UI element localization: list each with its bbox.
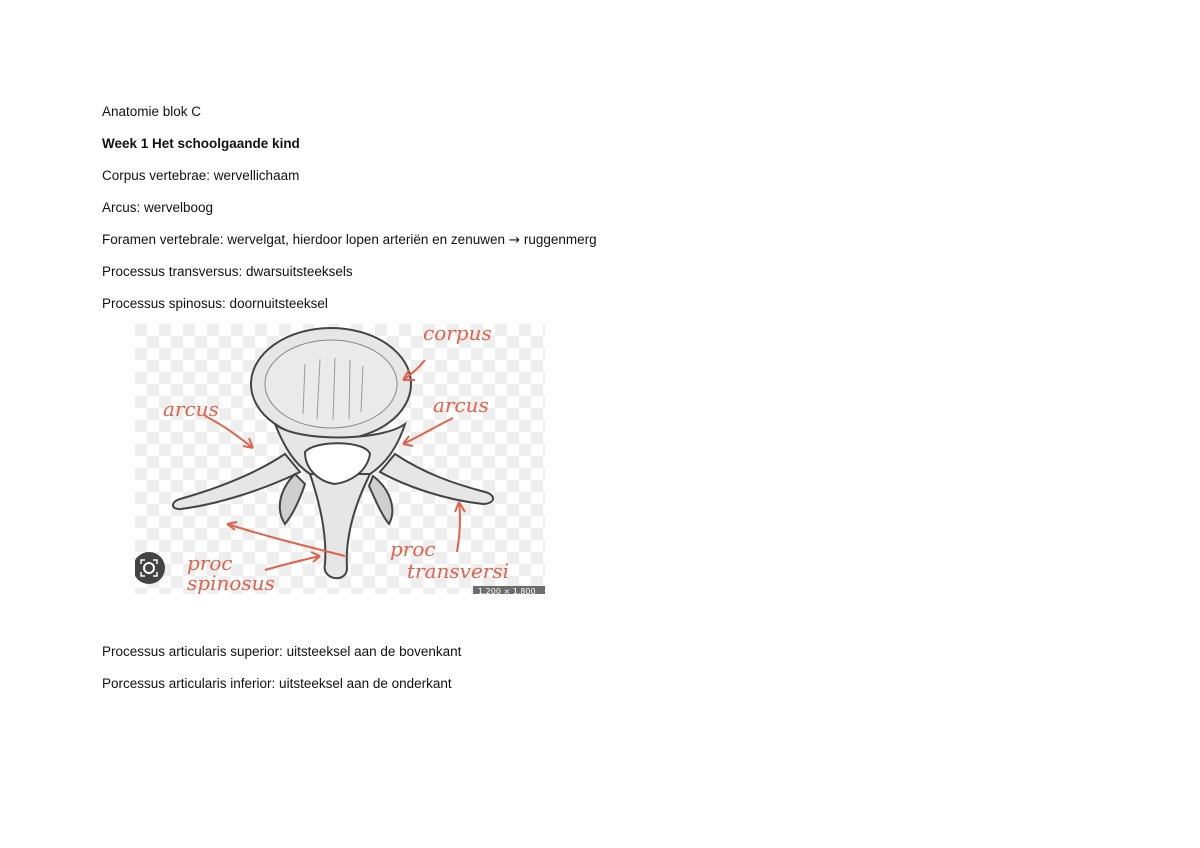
image-size-text: 1,200 × 1,800 (478, 587, 536, 594)
vertebra-illustration (135, 324, 545, 594)
week-heading: Week 1 Het schoolgaande kind (102, 136, 300, 151)
foramen-result: ruggenmerg (523, 232, 597, 247)
label-proc-spinosus-2: spinosus (187, 571, 275, 594)
text-line-articularis-inferior: Porcessus articularis inferior: uitsteeksel aan de onderkant (102, 676, 452, 691)
image-size-badge (473, 586, 545, 594)
label-arcus-right: arcus (433, 393, 489, 417)
text-line-spinosus: Processus spinosus: doornuitsteeksel (102, 296, 328, 311)
label-proc-transversi-1: proc (390, 537, 436, 561)
text-line-arcus: Arcus: wervelboog (102, 200, 214, 215)
vertebra-figure (135, 324, 545, 594)
label-proc-transversi-2: transversi (407, 559, 510, 583)
label-arcus-left: arcus (163, 397, 219, 421)
right-arrow-icon: → (508, 232, 521, 248)
label-proc-spinosus-1: proc (187, 551, 233, 575)
label-corpus: corpus (423, 324, 492, 345)
text-line-transversus: Processus transversus: dwarsuitsteeksels (102, 264, 353, 279)
foramen-text: Foramen vertebrale: wervelgat, hierdoor lopen arteriën en zenuwen (102, 232, 505, 247)
vertebral-body-inner (265, 340, 397, 428)
text-line-articularis-superior: Processus articularis superior: uitsteeksel aan de bovenkant (102, 644, 462, 659)
text-line-corpus: Corpus vertebrae: wervellichaam (102, 168, 300, 183)
document-title: Anatomie blok C (102, 104, 202, 119)
text-line-foramen (102, 232, 597, 248)
